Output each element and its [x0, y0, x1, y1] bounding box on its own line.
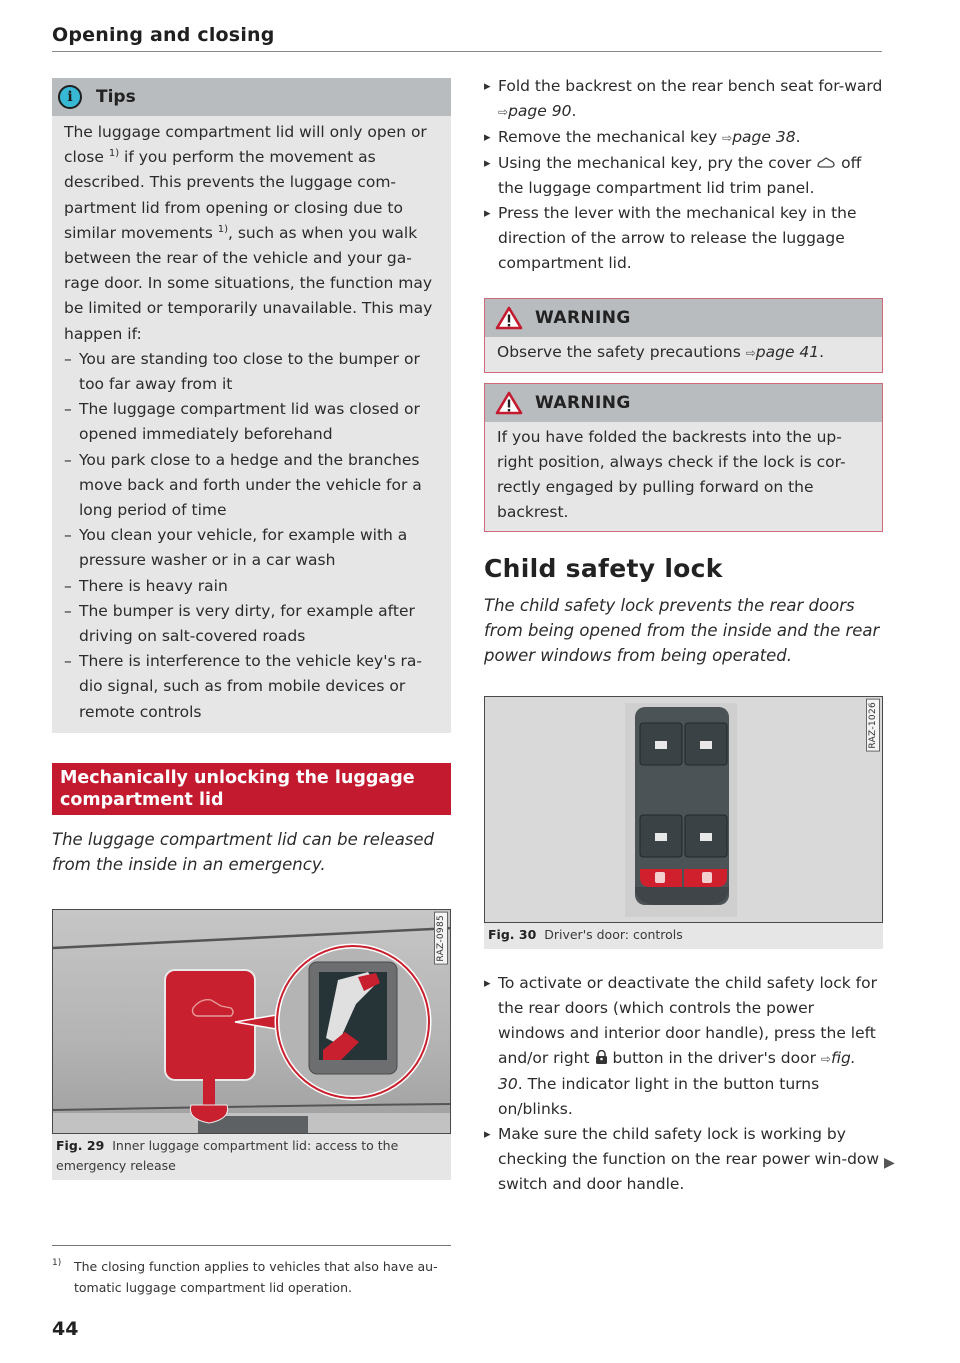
figure-29-caption: Fig. 29 Inner luggage compartment lid: access to the emergency release	[52, 1134, 451, 1180]
section-intro: The luggage compartment lid can be released from the inside in an emergency.	[52, 829, 435, 874]
footnote-ref[interactable]: 1)	[217, 223, 228, 235]
mechanical-unlock-steps	[484, 74, 883, 276]
page-header-title: Opening and closing	[52, 24, 275, 46]
footnote	[52, 1256, 451, 1298]
warning-triangle-icon	[495, 306, 523, 330]
right-column	[484, 74, 883, 1197]
step-item: ▸ Remove the mechanical key ⇨page 38.	[484, 125, 883, 151]
list-item: – The luggage compartment lid was closed or opened immediately beforehand	[64, 397, 441, 447]
figure-link[interactable]: fig. 30	[498, 1049, 856, 1093]
page-number: 44	[52, 1318, 79, 1340]
footnote-ref[interactable]: 1)	[108, 148, 120, 160]
step-item: ▸ Using the mechanical key, pry the cover off the luggage compartment lid trim panel.	[484, 151, 883, 201]
list-item: – There is interference to the vehicle key's ra-dio signal, such as from mobile devices or remote controls	[64, 649, 441, 725]
tips-title: Tips	[96, 87, 136, 107]
cross-reference-arrow-icon: ⇨	[722, 131, 733, 145]
child-lock-icon	[595, 1050, 608, 1065]
tips-conditions-list	[64, 347, 441, 725]
page-link[interactable]: page 41	[755, 343, 820, 361]
luggage-lid-illustration	[53, 910, 451, 1134]
car-cover-icon	[816, 157, 836, 169]
tips-box	[52, 78, 451, 733]
continue-arrow-icon: ▶	[884, 1155, 895, 1171]
step-item: ▸ Fold the backrest on the rear bench seat for-ward ⇨page 90.	[484, 74, 883, 125]
tips-header	[52, 78, 451, 116]
footnote-rule	[52, 1245, 451, 1246]
warning-title: WARNING	[535, 308, 631, 328]
figure-code: RAZ-0985	[434, 912, 448, 965]
cross-reference-arrow-icon: ⇨	[745, 346, 756, 360]
cross-reference-arrow-icon: ⇨	[820, 1052, 831, 1066]
door-controls-illustration	[485, 697, 883, 923]
section-intro: The child safety lock prevents the rear doors from being opened from the inside and the rear power windows from being operated.	[484, 596, 880, 665]
footnote-mark: 1)	[52, 1258, 62, 1268]
figure-code: RAZ-1026	[866, 699, 880, 752]
footnote-text: The closing function applies to vehicles that also have au-tomatic luggage compartment lid operation.	[74, 1259, 438, 1295]
warning-triangle-icon	[495, 391, 523, 415]
child-lock-steps	[484, 971, 883, 1197]
page-link[interactable]: page 90	[508, 102, 572, 120]
tips-paragraph: The luggage compartment lid will only open or close $^{1)}$ if you perform the movement as described. This prevents the luggage com-partment lid from opening or closing due to similar movements $^{1)}$, such as when you walk between the rear of the vehicle and your ga-rage door. In some situations, the function may be limited or temporarily unavailable. This may happen if:	[64, 123, 433, 343]
list-item: – You are standing too close to the bumper or too far away from it	[64, 347, 441, 397]
list-item: – There is heavy rain	[64, 574, 441, 599]
list-item: – You park close to a hedge and the branches move back and forth under the vehicle for a long period of time	[64, 448, 441, 524]
list-item: – The bumper is very dirty, for example after driving on salt-covered roads	[64, 599, 441, 649]
step-item: ▸ Make sure the child safety lock is working by checking the function on the rear power win-dow switch and door handle.	[484, 1122, 883, 1197]
figure-30-image	[484, 696, 883, 923]
warning-box	[484, 298, 883, 373]
warning-text: Observe the safety precautions ⇨page 41.	[497, 343, 825, 361]
tips-body	[52, 116, 451, 733]
left-column	[52, 78, 451, 1180]
warning-title: WARNING	[535, 393, 631, 413]
warning-header	[485, 299, 882, 337]
warning-text: If you have folded the backrests into the up-right position, always check if the lock is cor-rectly engaged by pulling forward on the backrest.	[497, 428, 846, 521]
info-icon: i	[58, 85, 82, 109]
section-heading-mechanical-unlock: Mechanically unlocking the luggage compartment lid	[52, 763, 451, 815]
step-item: ▸ To activate or deactivate the child safety lock for the rear doors (which controls the power windows and interior door handle), press the left and/or right button in the driver's door ⇨fig. 30. The indicator light in the button turns on/blinks.	[484, 971, 883, 1122]
header-rule	[52, 51, 882, 52]
warning-header	[485, 384, 882, 422]
page-link[interactable]: page 38	[732, 128, 796, 146]
step-item: ▸ Press the lever with the mechanical key in the direction of the arrow to release the luggage compartment lid.	[484, 201, 883, 276]
figure-30-caption: Fig. 30 Driver's door: controls	[484, 923, 883, 949]
figure-29-image	[52, 909, 451, 1134]
section-heading-child-safety-lock: Child safety lock	[484, 554, 723, 583]
cross-reference-arrow-icon: ⇨	[498, 105, 509, 119]
warning-box	[484, 383, 883, 532]
list-item: – You clean your vehicle, for example with a pressure washer or in a car wash	[64, 523, 441, 573]
